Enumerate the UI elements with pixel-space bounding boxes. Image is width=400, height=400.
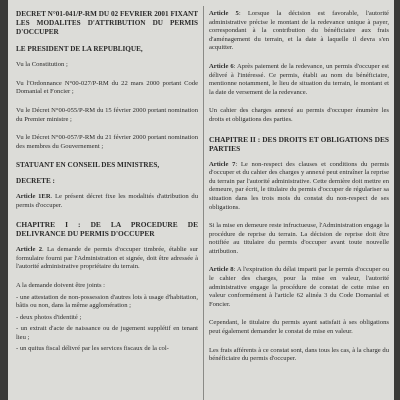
president-heading: LE PRESIDENT DE LA REPUBLIQUE, — [16, 45, 143, 54]
left-column — [16, 10, 198, 354]
article-1-text: . Le présent décret fixe les modalités d'attribution du permis d'occuper. — [16, 192, 198, 209]
vu-decret-gouvernement: Vu le Décret N°00-057/P-RM du 21 février 2000 portant nomination des membres du Gouvernement ; — [16, 134, 198, 150]
chapter-1-heading: CHAPITRE I : DE LA PROCEDURE DE DELIVRANCE DU PERMIS D'OCCUPER — [16, 220, 198, 239]
article-7 — [209, 161, 389, 213]
article-8-label: Article 8 — [209, 266, 234, 274]
article-2-text: . La demande de permis d'occuper timbrée, établie sur formulaire fourni par l'Administration et signée, doit être adressée à l'autorité administrative propriétaire du terrain. — [16, 246, 198, 271]
article-8-text: : A l'expiration du délai imparti par le permis d'occuper ou le cahier des charges, pour la mise en valeur, l'autorité administrative engage la procédure de constat de cette mise en valeur conformément à l'article 62 alinéa 3 du Code Domanial et Foncier. — [209, 266, 389, 308]
article-8 — [209, 266, 389, 309]
article-5-label: Article 5 — [209, 10, 239, 17]
list-item: - un extrait d'acte de naissance ou de jugement supplétif en tenant lieu ; — [16, 325, 198, 341]
article-1 — [16, 193, 198, 210]
article-1-label: Article 1ER — [16, 192, 51, 200]
list-intro: A la demande doivent être joints : — [16, 281, 105, 289]
article-7-text: : Le non-respect des clauses et conditions du permis d'occuper et du cahier des charges y annexé peut entraîner la reprise du terrain par l'autorité administrative. Cette dernière doit mettre en demeure, par écrit, le titulaire du permis d'occuper de régulariser sa situation dans les trois mois du constat du non-respect de ses obligations. — [209, 160, 389, 211]
vu-ordonnance: Vu l'Ordonnance N°00-027/P-RM du 22 mars 2000 portant Code Domanial et Foncier ; — [16, 79, 198, 96]
article-5 — [209, 10, 389, 53]
article-6 — [209, 63, 389, 97]
frais-paragraph: Les frais afférents à ce constat sont, dans tous les cas, à la charge du bénéficiaire du permis d'occuper. — [209, 346, 389, 363]
vu-constitution: Vu la Constitution ; — [16, 61, 68, 69]
statuant-heading: STATUANT EN CONSEIL DES MINISTRES, — [16, 161, 160, 170]
article-5-text: : Lorsque la décision est favorable, l'autorité administrative précise le montant de la redevance unique à payer, correspondant à la contribution du bénéficiaire aux frais d'aménagement du terrain, et la date à laquelle il devra s'en acquitter. — [209, 10, 389, 52]
decrete-heading: DECRETE : — [16, 177, 55, 186]
list-item: - un quitus fiscal délivré par les services fiscaux de la col- — [16, 345, 169, 353]
list-item: - une attestation de non-possession d'autres lots à usage d'habitation, bâtis ou non, dans la même agglomération ; — [16, 293, 198, 310]
column-divider — [203, 6, 204, 400]
list-item: - deux photos d'identité ; — [16, 313, 82, 321]
right-column — [209, 10, 389, 364]
article-6-label: Article 6 — [209, 62, 234, 70]
mise-en-demeure-paragraph: Si la mise en demeure reste infructueuse, l'Administration engage la procédure de reprise du terrain. La décision de reprise doit être notifiée au titulaire du permis d'occuper avant toute nouvelle attribution. — [209, 222, 389, 255]
article-2-label: Article 2 — [16, 246, 43, 254]
article-6-text: : Après paiement de la redevance, un permis d'occuper est délivré à l'intéressé. Ce permis, établi au nom du bénéficiaire, mentionne notamment, le lieu de situation du terrain, le montant et la date de versement de la redevance. — [209, 62, 389, 96]
article-7-label: Article 7 — [209, 160, 236, 168]
article-2 — [16, 246, 198, 272]
document-page — [8, 0, 394, 400]
cahier-paragraph: Un cahier des charges annexé au permis d'occuper énumère les droits et obligations des parties. — [209, 107, 389, 123]
cependant-paragraph: Cependant, le titulaire du permis ayant satisfait à ses obligations peut également demander le constat de mise en valeur. — [209, 319, 389, 336]
decree-title: DECRET N°01-041/P-RM DU 02 FEVRIER 2001 FIXANT LES MODALITES D'ATTRIBUTION DU PERMIS D'OCCUPER — [16, 10, 198, 36]
chapter-2-heading: CHAPITRE II : DES DROITS ET OBLIGATIONS DES PARTIES — [209, 134, 389, 153]
vu-decret-premier-ministre: Vu le Décret N°00-055/P-RM du 15 février 2000 portant nomination du Premier ministre ; — [16, 106, 198, 123]
